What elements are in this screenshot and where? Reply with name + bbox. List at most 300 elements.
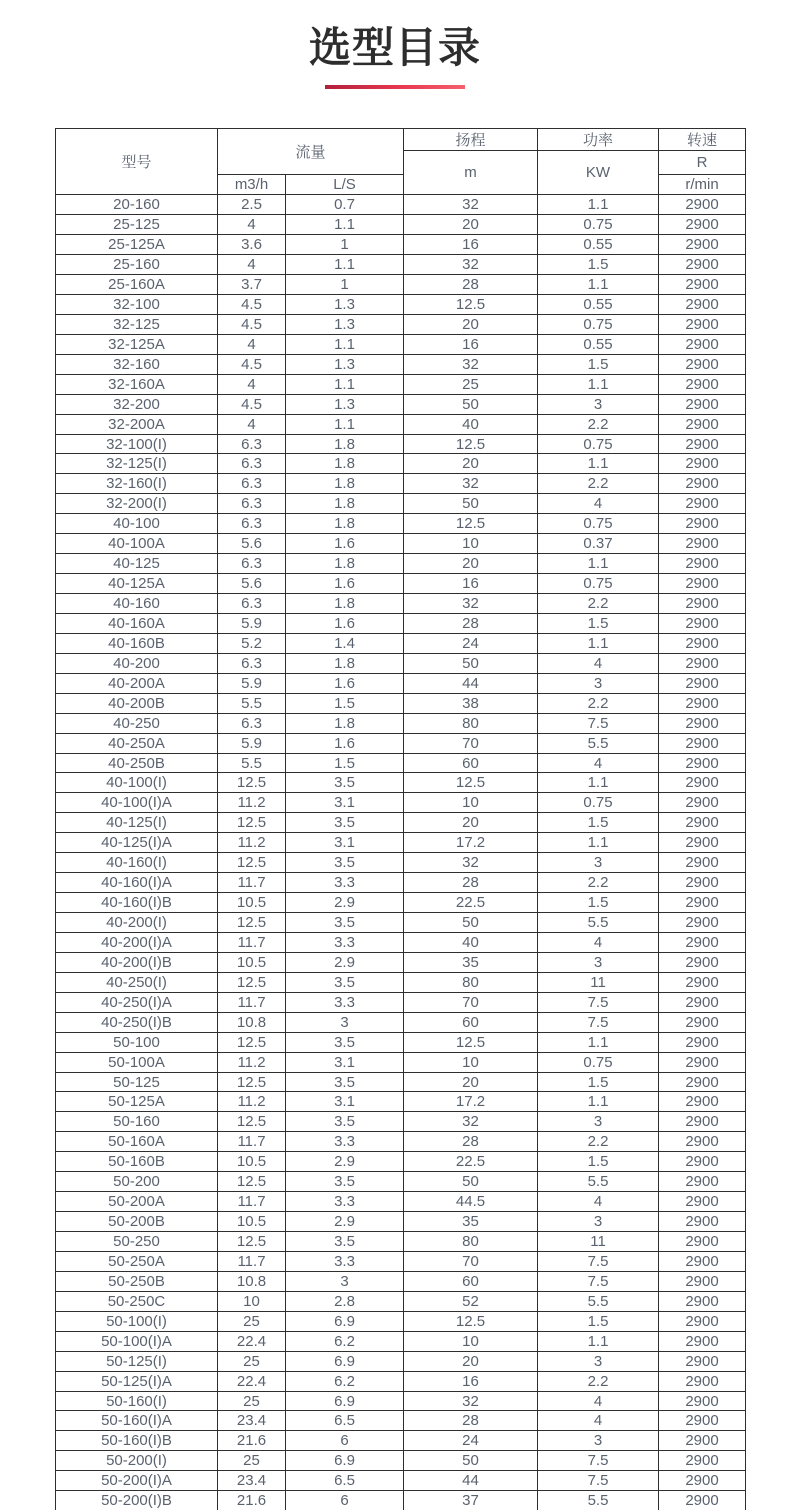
cell-model: 40-250(I)B xyxy=(56,1012,218,1032)
cell-power-kw: 1.5 xyxy=(538,893,659,913)
cell-flow-ls: 3.1 xyxy=(286,793,404,813)
cell-flow-m3h: 5.9 xyxy=(218,733,286,753)
cell-head-m: 12.5 xyxy=(404,434,538,454)
table-row xyxy=(56,434,746,454)
cell-speed-rpm: 2900 xyxy=(659,833,746,853)
cell-flow-m3h: 11.7 xyxy=(218,873,286,893)
cell-speed-rpm: 2900 xyxy=(659,1491,746,1510)
table-row xyxy=(56,853,746,873)
cell-flow-m3h: 11.7 xyxy=(218,992,286,1012)
cell-flow-ls: 3.5 xyxy=(286,1032,404,1052)
cell-flow-ls: 1.3 xyxy=(286,314,404,334)
table-row xyxy=(56,1192,746,1212)
cell-power-kw: 7.5 xyxy=(538,1251,659,1271)
cell-power-kw: 3 xyxy=(538,1212,659,1232)
table-row xyxy=(56,414,746,434)
cell-power-kw: 0.55 xyxy=(538,235,659,255)
cell-speed-rpm: 2900 xyxy=(659,1092,746,1112)
cell-flow-ls: 1.3 xyxy=(286,294,404,314)
cell-model: 40-200(I)B xyxy=(56,952,218,972)
cell-flow-m3h: 23.4 xyxy=(218,1411,286,1431)
table-row xyxy=(56,235,746,255)
cell-speed-rpm: 2900 xyxy=(659,733,746,753)
cell-flow-ls: 3.3 xyxy=(286,932,404,952)
cell-flow-ls: 3 xyxy=(286,1271,404,1291)
cell-flow-m3h: 6.3 xyxy=(218,594,286,614)
cell-head-m: 50 xyxy=(404,1172,538,1192)
cell-power-kw: 1.1 xyxy=(538,773,659,793)
cell-power-kw: 1.1 xyxy=(538,554,659,574)
cell-head-m: 12.5 xyxy=(404,1032,538,1052)
table-row xyxy=(56,1092,746,1112)
cell-power-kw: 3 xyxy=(538,1351,659,1371)
cell-model: 40-200(I)A xyxy=(56,932,218,952)
cell-model: 32-200A xyxy=(56,414,218,434)
cell-flow-ls: 2.8 xyxy=(286,1291,404,1311)
cell-speed-rpm: 2900 xyxy=(659,1431,746,1451)
cell-speed-rpm: 2900 xyxy=(659,853,746,873)
cell-speed-rpm: 2900 xyxy=(659,693,746,713)
cell-flow-ls: 1.1 xyxy=(286,414,404,434)
cell-flow-ls: 1.8 xyxy=(286,713,404,733)
cell-model: 50-160(I)A xyxy=(56,1411,218,1431)
cell-flow-ls: 1.1 xyxy=(286,374,404,394)
cell-flow-ls: 6.5 xyxy=(286,1471,404,1491)
cell-head-m: 12.5 xyxy=(404,773,538,793)
cell-flow-m3h: 11.7 xyxy=(218,1251,286,1271)
cell-power-kw: 2.2 xyxy=(538,414,659,434)
cell-power-kw: 0.75 xyxy=(538,574,659,594)
table-row xyxy=(56,913,746,933)
cell-speed-rpm: 2900 xyxy=(659,1232,746,1252)
cell-speed-rpm: 2900 xyxy=(659,235,746,255)
table-row xyxy=(56,1232,746,1252)
cell-flow-ls: 6 xyxy=(286,1431,404,1451)
cell-flow-m3h: 12.5 xyxy=(218,853,286,873)
cell-flow-ls: 6 xyxy=(286,1491,404,1510)
cell-model: 40-100A xyxy=(56,534,218,554)
table-row xyxy=(56,514,746,534)
cell-speed-rpm: 2900 xyxy=(659,1371,746,1391)
cell-power-kw: 4 xyxy=(538,494,659,514)
cell-flow-m3h: 25 xyxy=(218,1451,286,1471)
cell-power-kw: 1.1 xyxy=(538,833,659,853)
table-row xyxy=(56,1491,746,1510)
cell-head-m: 80 xyxy=(404,1232,538,1252)
cell-power-kw: 1.5 xyxy=(538,1311,659,1331)
cell-flow-ls: 1.6 xyxy=(286,574,404,594)
cell-power-kw: 0.55 xyxy=(538,334,659,354)
cell-power-kw: 2.2 xyxy=(538,594,659,614)
cell-flow-m3h: 11.7 xyxy=(218,1192,286,1212)
cell-flow-ls: 0.7 xyxy=(286,195,404,215)
cell-speed-rpm: 2900 xyxy=(659,594,746,614)
cell-speed-rpm: 2900 xyxy=(659,793,746,813)
cell-head-m: 16 xyxy=(404,235,538,255)
cell-flow-m3h: 5.2 xyxy=(218,633,286,653)
cell-speed-rpm: 2900 xyxy=(659,1192,746,1212)
table-row xyxy=(56,354,746,374)
cell-speed-rpm: 2900 xyxy=(659,1391,746,1411)
table-body xyxy=(56,195,746,1510)
cell-flow-m3h: 4.5 xyxy=(218,294,286,314)
cell-model: 40-250(I)A xyxy=(56,992,218,1012)
cell-head-m: 32 xyxy=(404,255,538,275)
cell-flow-m3h: 4 xyxy=(218,374,286,394)
cell-flow-m3h: 10.5 xyxy=(218,893,286,913)
cell-model: 50-250C xyxy=(56,1291,218,1311)
cell-flow-ls: 3.3 xyxy=(286,1251,404,1271)
table-row xyxy=(56,1331,746,1351)
cell-flow-m3h: 4.5 xyxy=(218,314,286,334)
cell-head-m: 35 xyxy=(404,952,538,972)
cell-model: 32-100(I) xyxy=(56,434,218,454)
cell-head-m: 17.2 xyxy=(404,1092,538,1112)
cell-flow-m3h: 6.3 xyxy=(218,713,286,733)
cell-power-kw: 0.75 xyxy=(538,215,659,235)
cell-head-m: 28 xyxy=(404,1132,538,1152)
cell-power-kw: 1.1 xyxy=(538,275,659,295)
cell-flow-ls: 1 xyxy=(286,275,404,295)
cell-flow-m3h: 11.7 xyxy=(218,1132,286,1152)
cell-model: 40-200B xyxy=(56,693,218,713)
cell-power-kw: 1.1 xyxy=(538,374,659,394)
header-head-unit: m xyxy=(404,151,538,195)
cell-power-kw: 0.75 xyxy=(538,1052,659,1072)
cell-power-kw: 2.2 xyxy=(538,474,659,494)
cell-flow-m3h: 12.5 xyxy=(218,813,286,833)
cell-speed-rpm: 2900 xyxy=(659,1291,746,1311)
cell-model: 40-160 xyxy=(56,594,218,614)
cell-speed-rpm: 2900 xyxy=(659,434,746,454)
cell-model: 25-160 xyxy=(56,255,218,275)
cell-power-kw: 4 xyxy=(538,1391,659,1411)
cell-model: 40-160(I) xyxy=(56,853,218,873)
cell-speed-rpm: 2900 xyxy=(659,1411,746,1431)
cell-flow-m3h: 5.5 xyxy=(218,693,286,713)
cell-power-kw: 0.75 xyxy=(538,514,659,534)
table-row xyxy=(56,773,746,793)
cell-model: 32-100 xyxy=(56,294,218,314)
table-row xyxy=(56,833,746,853)
cell-flow-ls: 3.1 xyxy=(286,1092,404,1112)
cell-flow-m3h: 5.9 xyxy=(218,613,286,633)
table-row xyxy=(56,1391,746,1411)
cell-power-kw: 7.5 xyxy=(538,713,659,733)
header-power: 功率 xyxy=(538,129,659,151)
cell-speed-rpm: 2900 xyxy=(659,195,746,215)
cell-speed-rpm: 2900 xyxy=(659,1032,746,1052)
cell-flow-m3h: 12.5 xyxy=(218,972,286,992)
cell-speed-rpm: 2900 xyxy=(659,1152,746,1172)
cell-flow-m3h: 6.3 xyxy=(218,514,286,534)
cell-head-m: 32 xyxy=(404,354,538,374)
cell-model: 40-125A xyxy=(56,574,218,594)
table-row xyxy=(56,554,746,574)
table-row xyxy=(56,873,746,893)
table-row xyxy=(56,1012,746,1032)
cell-power-kw: 2.2 xyxy=(538,1132,659,1152)
cell-speed-rpm: 2900 xyxy=(659,1331,746,1351)
cell-flow-m3h: 6.3 xyxy=(218,434,286,454)
cell-model: 50-200(I)A xyxy=(56,1471,218,1491)
cell-power-kw: 3 xyxy=(538,952,659,972)
cell-power-kw: 0.55 xyxy=(538,294,659,314)
cell-model: 50-160(I)B xyxy=(56,1431,218,1451)
cell-model: 40-125(I) xyxy=(56,813,218,833)
cell-power-kw: 5.5 xyxy=(538,733,659,753)
cell-head-m: 60 xyxy=(404,1012,538,1032)
cell-head-m: 44 xyxy=(404,673,538,693)
cell-power-kw: 3 xyxy=(538,1431,659,1451)
cell-power-kw: 0.75 xyxy=(538,314,659,334)
cell-power-kw: 0.75 xyxy=(538,793,659,813)
table-row xyxy=(56,294,746,314)
cell-power-kw: 2.2 xyxy=(538,873,659,893)
cell-flow-ls: 1.1 xyxy=(286,215,404,235)
cell-flow-m3h: 10.8 xyxy=(218,1012,286,1032)
cell-flow-m3h: 10 xyxy=(218,1291,286,1311)
table-row xyxy=(56,215,746,235)
cell-speed-rpm: 2900 xyxy=(659,275,746,295)
cell-speed-rpm: 2900 xyxy=(659,1172,746,1192)
cell-power-kw: 0.37 xyxy=(538,534,659,554)
cell-head-m: 24 xyxy=(404,1431,538,1451)
cell-model: 50-250A xyxy=(56,1251,218,1271)
cell-model: 40-200 xyxy=(56,653,218,673)
cell-model: 20-160 xyxy=(56,195,218,215)
cell-head-m: 16 xyxy=(404,574,538,594)
cell-flow-m3h: 22.4 xyxy=(218,1371,286,1391)
cell-power-kw: 2.2 xyxy=(538,693,659,713)
cell-flow-ls: 3 xyxy=(286,1012,404,1032)
cell-speed-rpm: 2900 xyxy=(659,574,746,594)
cell-model: 50-160 xyxy=(56,1112,218,1132)
cell-model: 50-200A xyxy=(56,1192,218,1212)
cell-speed-rpm: 2900 xyxy=(659,753,746,773)
cell-flow-ls: 1.8 xyxy=(286,514,404,534)
header-flow-unit-ls: L/S xyxy=(286,175,404,195)
cell-power-kw: 4 xyxy=(538,653,659,673)
cell-model: 50-100(I) xyxy=(56,1311,218,1331)
cell-flow-ls: 3.5 xyxy=(286,1232,404,1252)
cell-speed-rpm: 2900 xyxy=(659,932,746,952)
cell-model: 40-100 xyxy=(56,514,218,534)
cell-head-m: 20 xyxy=(404,554,538,574)
table-row xyxy=(56,1471,746,1491)
table-row xyxy=(56,195,746,215)
cell-flow-ls: 1.8 xyxy=(286,434,404,454)
cell-speed-rpm: 2900 xyxy=(659,1451,746,1471)
cell-flow-m3h: 3.6 xyxy=(218,235,286,255)
cell-power-kw: 3 xyxy=(538,1112,659,1132)
cell-flow-ls: 1.3 xyxy=(286,354,404,374)
cell-head-m: 50 xyxy=(404,653,538,673)
cell-flow-ls: 6.5 xyxy=(286,1411,404,1431)
cell-flow-ls: 3.3 xyxy=(286,992,404,1012)
cell-speed-rpm: 2900 xyxy=(659,1351,746,1371)
cell-head-m: 10 xyxy=(404,1052,538,1072)
cell-speed-rpm: 2900 xyxy=(659,494,746,514)
cell-flow-ls: 1.8 xyxy=(286,474,404,494)
cell-flow-ls: 1.6 xyxy=(286,673,404,693)
cell-head-m: 32 xyxy=(404,474,538,494)
cell-flow-m3h: 2.5 xyxy=(218,195,286,215)
cell-power-kw: 1.5 xyxy=(538,1152,659,1172)
cell-power-kw: 5.5 xyxy=(538,1172,659,1192)
table-row xyxy=(56,713,746,733)
cell-speed-rpm: 2900 xyxy=(659,314,746,334)
cell-flow-m3h: 10.8 xyxy=(218,1271,286,1291)
cell-speed-rpm: 2900 xyxy=(659,1212,746,1232)
cell-model: 40-250A xyxy=(56,733,218,753)
cell-head-m: 25 xyxy=(404,374,538,394)
cell-model: 50-160(I) xyxy=(56,1391,218,1411)
cell-flow-m3h: 11.2 xyxy=(218,1052,286,1072)
cell-flow-ls: 1.6 xyxy=(286,534,404,554)
cell-model: 40-100(I) xyxy=(56,773,218,793)
cell-flow-ls: 2.9 xyxy=(286,952,404,972)
cell-flow-m3h: 10.5 xyxy=(218,1212,286,1232)
cell-flow-ls: 3.5 xyxy=(286,1112,404,1132)
cell-flow-ls: 3.3 xyxy=(286,873,404,893)
cell-flow-m3h: 12.5 xyxy=(218,1112,286,1132)
cell-flow-m3h: 6.3 xyxy=(218,494,286,514)
table-row xyxy=(56,1271,746,1291)
cell-power-kw: 7.5 xyxy=(538,1012,659,1032)
cell-flow-m3h: 5.6 xyxy=(218,574,286,594)
cell-flow-ls: 1.5 xyxy=(286,753,404,773)
cell-flow-ls: 1.6 xyxy=(286,613,404,633)
cell-model: 32-160 xyxy=(56,354,218,374)
cell-flow-m3h: 5.9 xyxy=(218,673,286,693)
table-row xyxy=(56,932,746,952)
cell-power-kw: 7.5 xyxy=(538,992,659,1012)
cell-model: 40-125 xyxy=(56,554,218,574)
cell-speed-rpm: 2900 xyxy=(659,334,746,354)
cell-model: 50-125(I) xyxy=(56,1351,218,1371)
cell-flow-ls: 1.1 xyxy=(286,255,404,275)
cell-model: 50-100A xyxy=(56,1052,218,1072)
table-row xyxy=(56,1172,746,1192)
table-row xyxy=(56,1112,746,1132)
cell-power-kw: 1.5 xyxy=(538,1072,659,1092)
cell-flow-ls: 1 xyxy=(286,235,404,255)
cell-model: 40-200(I) xyxy=(56,913,218,933)
cell-flow-m3h: 4 xyxy=(218,215,286,235)
cell-head-m: 50 xyxy=(404,394,538,414)
cell-speed-rpm: 2900 xyxy=(659,1112,746,1132)
table-row xyxy=(56,753,746,773)
cell-flow-ls: 3.5 xyxy=(286,913,404,933)
cell-speed-rpm: 2900 xyxy=(659,474,746,494)
cell-head-m: 12.5 xyxy=(404,294,538,314)
cell-model: 25-125A xyxy=(56,235,218,255)
cell-power-kw: 1.1 xyxy=(538,1032,659,1052)
cell-flow-m3h: 25 xyxy=(218,1351,286,1371)
cell-speed-rpm: 2900 xyxy=(659,873,746,893)
table-row xyxy=(56,1451,746,1471)
cell-head-m: 40 xyxy=(404,414,538,434)
cell-power-kw: 5.5 xyxy=(538,1291,659,1311)
cell-flow-ls: 2.9 xyxy=(286,1212,404,1232)
cell-speed-rpm: 2900 xyxy=(659,1132,746,1152)
cell-head-m: 28 xyxy=(404,275,538,295)
cell-speed-rpm: 2900 xyxy=(659,893,746,913)
table-row xyxy=(56,733,746,753)
cell-power-kw: 5.5 xyxy=(538,1491,659,1510)
header-speed: 转速 xyxy=(659,129,746,151)
table-row xyxy=(56,334,746,354)
cell-flow-ls: 1.3 xyxy=(286,394,404,414)
cell-speed-rpm: 2900 xyxy=(659,992,746,1012)
cell-model: 50-200B xyxy=(56,1212,218,1232)
cell-flow-ls: 3.5 xyxy=(286,773,404,793)
table-row xyxy=(56,454,746,474)
cell-flow-ls: 2.9 xyxy=(286,1152,404,1172)
table-row xyxy=(56,1311,746,1331)
cell-speed-rpm: 2900 xyxy=(659,554,746,574)
header-flow: 流量 xyxy=(218,129,404,175)
cell-head-m: 28 xyxy=(404,873,538,893)
cell-head-m: 32 xyxy=(404,195,538,215)
cell-speed-rpm: 2900 xyxy=(659,952,746,972)
table-row xyxy=(56,1212,746,1232)
cell-flow-ls: 1.8 xyxy=(286,554,404,574)
cell-head-m: 80 xyxy=(404,713,538,733)
cell-speed-rpm: 2900 xyxy=(659,374,746,394)
cell-head-m: 44 xyxy=(404,1471,538,1491)
cell-power-kw: 7.5 xyxy=(538,1271,659,1291)
cell-head-m: 44.5 xyxy=(404,1192,538,1212)
cell-power-kw: 1.5 xyxy=(538,354,659,374)
cell-flow-m3h: 11.7 xyxy=(218,932,286,952)
cell-flow-ls: 6.9 xyxy=(286,1351,404,1371)
cell-flow-ls: 6.2 xyxy=(286,1371,404,1391)
cell-flow-ls: 3.5 xyxy=(286,813,404,833)
cell-flow-m3h: 12.5 xyxy=(218,1232,286,1252)
cell-speed-rpm: 2900 xyxy=(659,414,746,434)
table-row xyxy=(56,255,746,275)
cell-model: 40-250(I) xyxy=(56,972,218,992)
cell-head-m: 50 xyxy=(404,913,538,933)
cell-head-m: 52 xyxy=(404,1291,538,1311)
cell-flow-m3h: 4.5 xyxy=(218,394,286,414)
cell-speed-rpm: 2900 xyxy=(659,972,746,992)
cell-head-m: 16 xyxy=(404,334,538,354)
table-row xyxy=(56,374,746,394)
cell-model: 50-125A xyxy=(56,1092,218,1112)
cell-head-m: 50 xyxy=(404,494,538,514)
cell-flow-ls: 1.8 xyxy=(286,653,404,673)
cell-flow-ls: 1.8 xyxy=(286,454,404,474)
cell-flow-ls: 3.1 xyxy=(286,1052,404,1072)
cell-model: 50-250B xyxy=(56,1271,218,1291)
cell-model: 32-200(I) xyxy=(56,494,218,514)
cell-model: 50-160A xyxy=(56,1132,218,1152)
cell-flow-m3h: 22.4 xyxy=(218,1331,286,1351)
selection-catalog-table xyxy=(55,128,746,1510)
cell-model: 50-200 xyxy=(56,1172,218,1192)
cell-power-kw: 0.75 xyxy=(538,434,659,454)
table-row xyxy=(56,793,746,813)
cell-speed-rpm: 2900 xyxy=(659,255,746,275)
cell-flow-ls: 6.9 xyxy=(286,1311,404,1331)
table-row xyxy=(56,1152,746,1172)
table-row xyxy=(56,574,746,594)
cell-head-m: 80 xyxy=(404,972,538,992)
cell-head-m: 24 xyxy=(404,633,538,653)
